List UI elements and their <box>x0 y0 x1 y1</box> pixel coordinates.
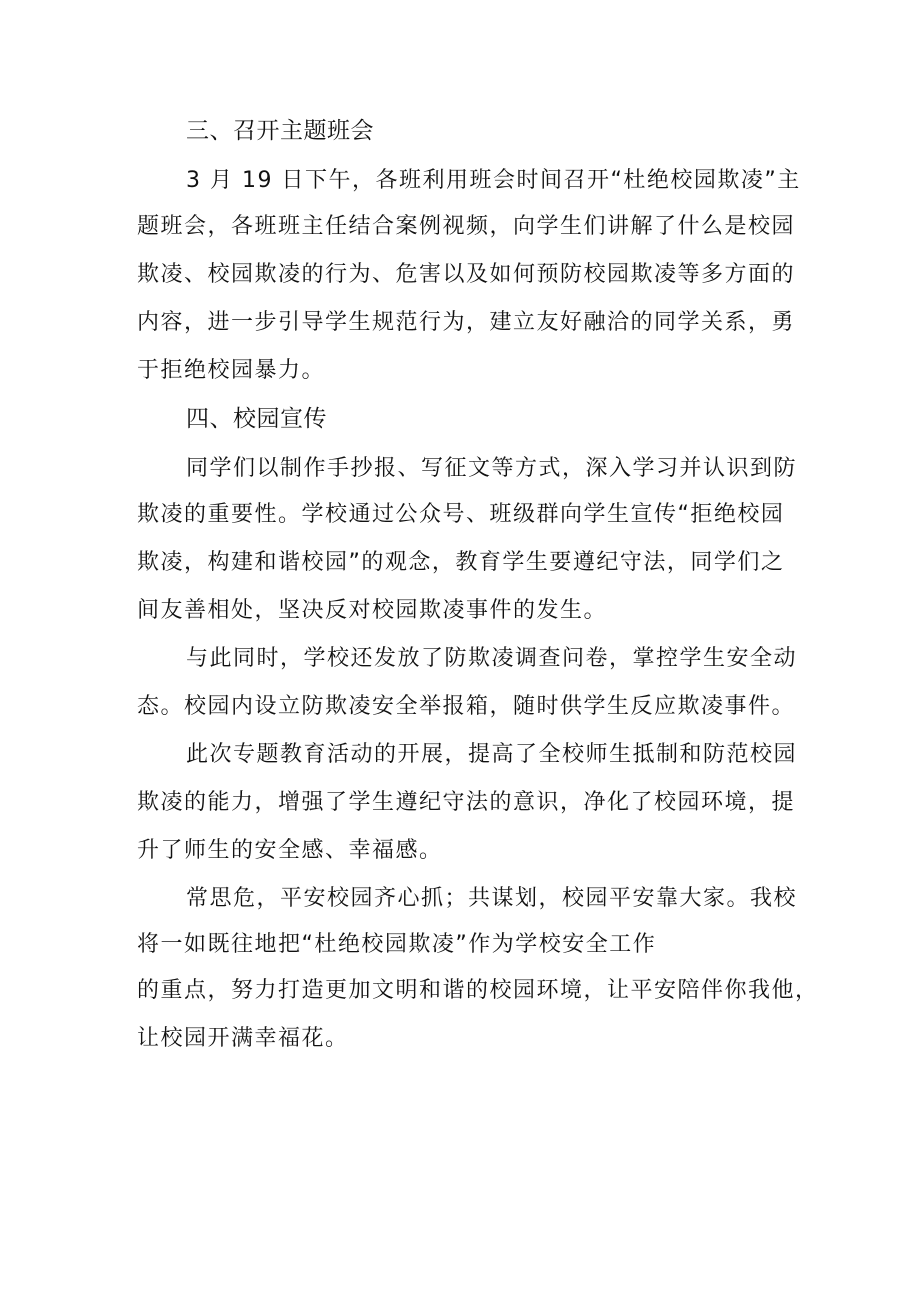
paragraph-line: 升了师生的安全感、幸福感。 <box>137 838 443 863</box>
paragraph-line: 同学们以制作手抄报、写征文等方式，深入学习并认识到防 <box>186 456 798 481</box>
section-heading-3: 三、召开主题班会 <box>186 118 374 144</box>
paragraph-line: 3 月 19 日下午，各班利用班会时间召开“杜绝校园欺凌”主 <box>186 168 801 193</box>
paragraph-line: 将一如既往地把“杜绝校园欺凌”作为学校安全工作 <box>137 932 657 957</box>
paragraph-line: 态。校园内设立防欺凌安全举报箱，随时供学生反应欺凌事件。 <box>137 694 796 719</box>
paragraph-line: 题班会，各班班主任结合案例视频，向学生们讲解了什么是校园 <box>137 214 796 239</box>
paragraph-line: 欺凌的能力，增强了学生遵纪守法的意识，净化了校园环境，提 <box>137 790 796 815</box>
paragraph-line: 与此同时，学校还发放了防欺凌调查问卷，掌控学生安全动 <box>186 646 798 671</box>
paragraph-line: 欺凌的重要性。学校通过公众号、班级群向学生宣传“拒绝校园 <box>137 502 785 527</box>
paragraph-line: 间友善相处，坚决反对校园欺凌事件的发生。 <box>137 598 608 623</box>
paragraph-line: 常思危，平安校园齐心抓；共谋划，校园平安靠大家。我校 <box>186 886 798 911</box>
paragraph-line: 让校园开满幸福花。 <box>137 1026 349 1051</box>
paragraph-line: 的重点，努力打造更加文明和谐的校园环境，让平安陪伴你我他， <box>137 978 819 1003</box>
paragraph-line: 内容，进一步引导学生规范行为，建立友好融洽的同学关系，勇 <box>137 310 796 335</box>
paragraph-line: 欺凌、校园欺凌的行为、危害以及如何预防校园欺凌等多方面的 <box>137 262 796 287</box>
paragraph-line: 欺凌，构建和谐校园”的观念，教育学生要遵纪守法，同学们之 <box>137 550 785 575</box>
section-heading-4: 四、校园宣传 <box>186 406 327 432</box>
paragraph-line: 于拒绝校园暴力。 <box>137 358 326 383</box>
paragraph-line: 此次专题教育活动的开展，提高了全校师生抵制和防范校园 <box>186 742 798 767</box>
